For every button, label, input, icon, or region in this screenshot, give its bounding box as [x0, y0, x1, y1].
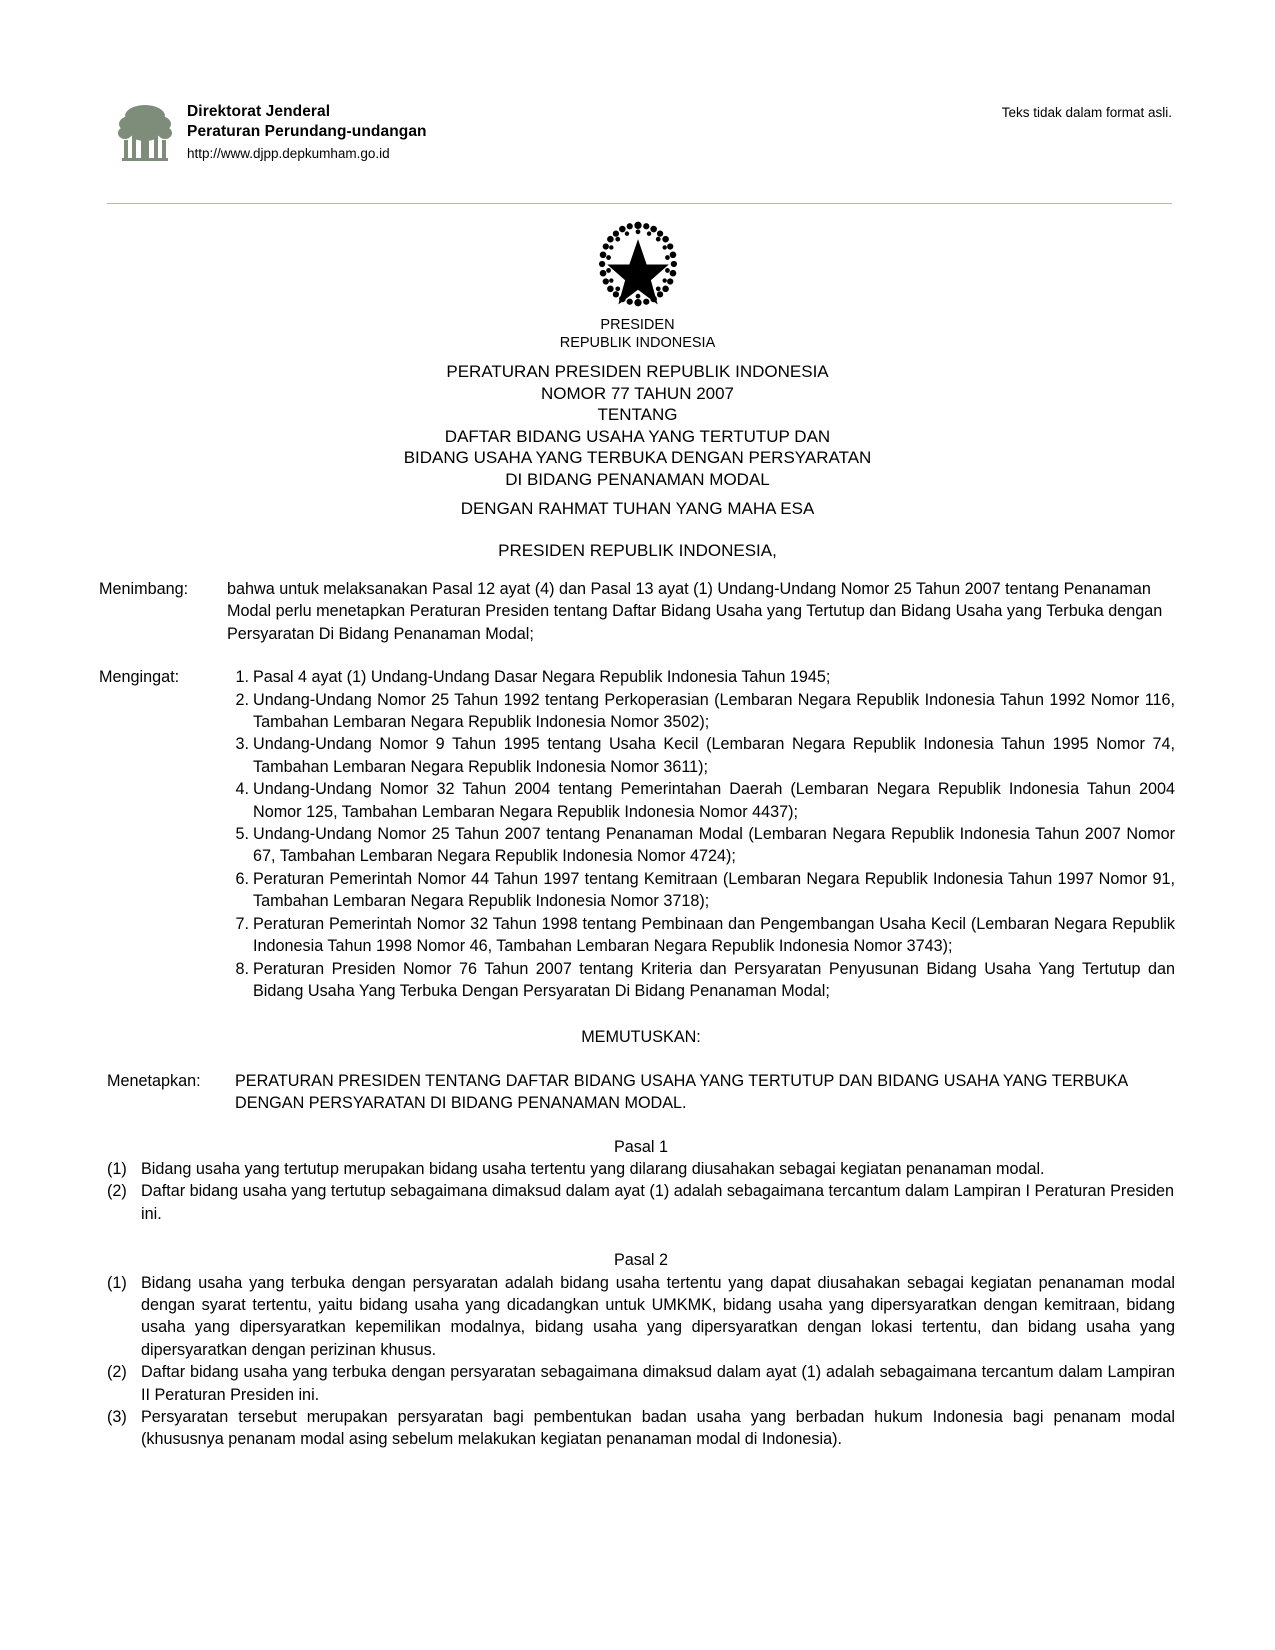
menetapkan-section — [107, 1070, 1175, 1115]
list-item — [227, 733, 1175, 778]
list-item-number: 1. — [235, 668, 249, 687]
title-line-4: DAFTAR BIDANG USAHA YANG TERTUTUP DAN — [444, 426, 831, 446]
menetapkan-text: PERATURAN PRESIDEN TENTANG DAFTAR BIDANG USAHA YANG TERTUTUP DAN BIDANG USAHA YANG TERBUKA DENGAN PERSYARATAN DI BIDANG PENANAMAN MODAL. — [235, 1071, 1128, 1113]
list-item — [227, 666, 1175, 688]
menimbang-content — [227, 578, 1175, 645]
ayat-text: Bidang usaha yang tertutup merupakan bidang usaha tertentu yang dilarang diusahakan sebagai kegiatan penanaman modal. — [141, 1159, 1045, 1178]
seal-caption-line1: PRESIDEN — [600, 317, 675, 333]
list-item — [227, 913, 1175, 958]
blessing-line: DENGAN RAHMAT TUHAN YANG MAHA ESA — [460, 499, 815, 518]
list-item — [227, 689, 1175, 734]
pasal-2-heading: Pasal 2 — [614, 1251, 668, 1270]
list-item — [227, 958, 1175, 1003]
list-item — [227, 778, 1175, 823]
list-item — [107, 1158, 1175, 1180]
seal-block — [0, 218, 1275, 352]
title-line-5: BIDANG USAHA YANG TERBUKA DENGAN PERSYARATAN — [403, 448, 872, 467]
ayat-text: Bidang usaha yang terbuka dengan persyaratan adalah bidang usaha tertentu yang dapat diusahakan sebagai kegiatan penanaman modal dengan syarat tertentu, yaitu bidang usaha yang dicadangkan untuk UMKMK, bidang usaha yang dipersyaratkan dengan kemitraan, bidang usaha yang dipersyaratkan kepemilikan modalnya, bidang usaha yang dipersyaratkan dengan lokasi tertentu, dan bidang usaha yang dipersyaratkan dengan perizinan khusus. — [141, 1273, 1175, 1359]
mengingat-list — [227, 666, 1175, 1002]
memutuskan-heading: MEMUTUSKAN: — [581, 1028, 701, 1047]
menimbang-paragraph: bahwa untuk melaksanakan Pasal 12 ayat (4) dan Pasal 13 ayat (1) Undang-Undang Nomor 25 Tahun 2007 tentang Penanaman Modal perlu menetapkan Peraturan Presiden tentang Daftar Bidang Usaha yang Tertutup dan Bidang Usaha yang Terbuka dengan Persyaratan Di Bidang Penanaman Modal; — [227, 580, 1163, 643]
ayat-number: (2) — [107, 1182, 127, 1201]
banyan-tree-logo-icon — [116, 100, 174, 162]
list-item-text: Undang-Undang Nomor 9 Tahun 1995 tentang Usaha Kecil (Lembaran Negara Republik Indonesia Tahun 1995 Nomor 74, Tambahan Lembaran Negara Republik Indonesia Nomor 3611); — [253, 735, 1175, 776]
issuer-line: PRESIDEN REPUBLIK INDONESIA, — [498, 541, 777, 560]
list-item — [107, 1361, 1175, 1406]
list-item-number: 6. — [235, 869, 249, 888]
document-title-block — [0, 361, 1275, 490]
org-name-line2: Peraturan Perundang-undangan — [187, 123, 427, 140]
title-line-1: PERATURAN PRESIDEN REPUBLIK INDONESIA — [446, 362, 829, 381]
ayat-number: (1) — [107, 1159, 127, 1178]
list-item-text: Undang-Undang Nomor 25 Tahun 1992 tentang Perkoperasian (Lembaran Negara Republik Indonesia Tahun 1992 Nomor 116, Tambahan Lembaran Negara Republik Indonesia Nomor 3502); — [253, 690, 1175, 732]
pasal-1-list — [107, 1158, 1175, 1225]
list-item-number: 2. — [235, 690, 249, 709]
ayat-text: Daftar bidang usaha yang tertutup sebagaimana dimaksud dalam ayat (1) adalah sebagaimana tercantum dalam Lampiran I Peraturan Presiden ini. — [141, 1182, 1175, 1223]
title-line-3: TENTANG — [597, 405, 678, 424]
header-divider — [107, 203, 1172, 204]
org-name-line1: Direktorat Jenderal — [187, 103, 331, 120]
list-item-number: 8. — [235, 959, 249, 978]
list-item-number: 5. — [235, 825, 249, 844]
ayat-text: Daftar bidang usaha yang terbuka dengan persyaratan sebagaimana dimaksud dalam ayat (1) adalah sebagaimana tercantum dalam Lampiran II Peraturan Presiden ini. — [141, 1363, 1175, 1404]
list-item — [107, 1406, 1175, 1451]
list-item-text: Peraturan Pemerintah Nomor 32 Tahun 1998 tentang Pembinaan dan Pengembangan Usaha Kecil (Lembaran Negara Republik Indonesia Tahun 1998 Nomor 46, Tambahan Lembaran Negara Republik Indonesia Nomor 3743); — [253, 914, 1175, 956]
menimbang-section — [99, 578, 1175, 645]
seal-caption — [0, 317, 1275, 352]
list-item — [227, 823, 1175, 868]
menetapkan-content — [235, 1070, 1175, 1115]
pasal-2-list — [107, 1272, 1175, 1451]
letterhead-text — [187, 102, 427, 163]
ayat-number: (1) — [107, 1273, 127, 1292]
mengingat-section — [99, 666, 1175, 1002]
list-item-text: Peraturan Presiden Nomor 76 Tahun 2007 tentang Kriteria dan Persyaratan Penyusunan Bidang Usaha Yang Tertutup dan Bidang Usaha Yang Terbuka Dengan Persyaratan Di Bidang Penanaman Modal; — [253, 959, 1175, 1000]
list-item-text: Peraturan Pemerintah Nomor 44 Tahun 1997 tentang Kemitraan (Lembaran Negara Republik Indonesia Tahun 1997 Nomor 91, Tambahan Lembaran Negara Republik Indonesia Nomor 3718); — [253, 869, 1175, 911]
list-item — [107, 1180, 1175, 1225]
format-notice: Teks tidak dalam format asli. — [1001, 105, 1172, 120]
list-item-number: 3. — [235, 735, 249, 754]
ayat-number: (2) — [107, 1363, 127, 1382]
ayat-text: Persyaratan tersebut merupakan persyaratan bagi pembentukan badan usaha yang berbadan hukum Indonesia bagi penanam modal (khususnya penanam modal asing sebelum melakukan kegiatan penanaman modal di Indonesia). — [141, 1408, 1175, 1449]
ayat-number: (3) — [107, 1408, 127, 1426]
presidential-star-seal-icon — [592, 218, 684, 310]
list-item — [107, 1272, 1175, 1362]
menetapkan-label: Menetapkan: — [107, 1071, 201, 1090]
pasal-1-heading: Pasal 1 — [614, 1137, 668, 1156]
list-item — [227, 868, 1175, 913]
list-item-text: Undang-Undang Nomor 32 Tahun 2004 tentang Pemerintahan Daerah (Lembaran Negara Republik Indonesia Tahun 2004 Nomor 125, Tambahan Lembaran Negara Republik Indonesia Nomor 4437); — [253, 780, 1175, 821]
menimbang-label: Menimbang: — [99, 580, 189, 598]
title-line-2: NOMOR 77 TAHUN 2007 — [540, 383, 735, 403]
list-item-number: 7. — [235, 914, 249, 933]
letterhead — [107, 96, 1172, 176]
list-item-text: Undang-Undang Nomor 25 Tahun 2007 tentang Penanaman Modal (Lembaran Negara Republik Indonesia Tahun 2007 Nomor 67, Tambahan Lembaran Negara Republik Indonesia Nomor 4724); — [253, 825, 1175, 866]
mengingat-label: Mengingat: — [99, 668, 180, 687]
list-item-text: Pasal 4 ayat (1) Undang-Undang Dasar Negara Republik Indonesia Tahun 1945; — [253, 668, 831, 687]
org-url: http://www.djpp.depkumham.go.id — [187, 146, 390, 161]
title-line-6: DI BIDANG PENANAMAN MODAL — [505, 469, 770, 489]
mengingat-content — [227, 666, 1175, 1002]
list-item-number: 4. — [235, 780, 249, 799]
document-body — [99, 578, 1175, 1451]
seal-caption-line2: REPUBLIK INDONESIA — [559, 334, 716, 351]
